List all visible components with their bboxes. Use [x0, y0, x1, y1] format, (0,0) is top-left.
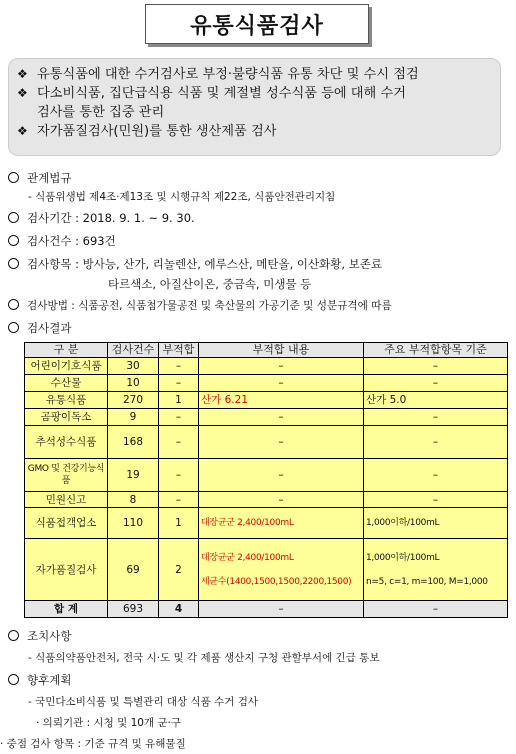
table-header: 검사건수 [108, 343, 159, 358]
table-row: 민원신고 8 – – – [25, 492, 508, 508]
section-period: 검사기간 : 2018. 9. 1. ~ 9. 30. [8, 210, 195, 226]
table-header: 부적합 [159, 343, 199, 358]
page-title: 유통식품검사 [145, 4, 369, 44]
summary-line: 다소비식품, 집단급식용 식품 및 계절별 성수식품 등에 대해 수거 [37, 86, 406, 101]
summary-line: 검사를 통한 집중 관리 [37, 105, 165, 120]
table-row: GMO 및 건강기능식품 19 – – – [25, 459, 508, 492]
circle-bullet-icon [8, 674, 19, 685]
table-row: 수산물 10 – – – [25, 375, 508, 392]
table-header: 부적합 내용 [199, 343, 364, 358]
circle-bullet-icon [8, 322, 19, 333]
section-count: 검사건수 : 693건 [8, 233, 116, 249]
items-continued: 타르색소, 아질산이온, 중금속, 미생물 등 [108, 277, 312, 291]
summary-line: 유통식품에 대한 수거검사로 부정·불량식품 유통 차단 및 수시 점검 [37, 67, 419, 82]
plan-detail: · 중점 검사 항목 : 기준 규격 및 유해물질 [0, 738, 186, 750]
plan-detail: - 국민다소비식품 및 특별관리 대상 식품 수거 검사 [28, 696, 259, 708]
circle-bullet-icon [8, 299, 19, 310]
diamond-bullet-icon: ❖ [17, 67, 28, 81]
table-row: 식품접객업소 110 1 대장균군 2,400/100mL 1,000이하/100mL [25, 508, 508, 539]
table-row: 유통식품 270 1 산가 6.21 산가 5.0 [25, 392, 508, 409]
results-table [24, 342, 508, 618]
action-detail: - 식품의약품안전처, 전국 시·도 및 각 제품 생산지 구청 관할부서에 긴급 통보 [28, 652, 380, 664]
circle-bullet-icon [8, 630, 19, 641]
circle-bullet-icon [8, 258, 19, 269]
table-header: 주요 부적합항목 기준 [364, 343, 508, 358]
circle-bullet-icon [8, 172, 19, 183]
section-result: 검사결과 [8, 320, 71, 336]
table-row: 곰팡이독소 9 – – – [25, 409, 508, 426]
section-plan: 향후계획 [8, 672, 71, 688]
section-action: 조치사항 [8, 628, 71, 644]
section-items: 검사항목 : 방사능, 산가, 리놀렌산, 에루스산, 메탄올, 이산화황, 보존료 [8, 256, 382, 272]
table-header: 구 분 [25, 343, 108, 358]
section-law: 관계법규 [8, 170, 71, 186]
table-row: 자가품질검사 69 2 대장균군 2,400/100mL 세균수(1400,1500,1500,2200,1500) 1,000이하/100mL n=5, c=1, m=100, M=1,000 [25, 539, 508, 601]
table-row: 어린이기호식품 30 – – – [25, 358, 508, 375]
std-line: 1,000이하/100mL [366, 552, 440, 563]
std-line: n=5, c=1, m=100, M=1,000 [366, 576, 488, 587]
table-header-row [25, 343, 508, 358]
detail-line: 대장균군 2,400/100mL [201, 552, 294, 563]
table-row: 추석성수식품 168 – – – [25, 426, 508, 459]
plan-detail: · 의뢰기관 : 시청 및 10개 군·구 [36, 717, 182, 729]
circle-bullet-icon [8, 212, 19, 223]
section-method: 검사방법 : 식품공전, 식품첨가물공전 및 축산물의 가공기준 및 성분규격에 따름 [8, 298, 392, 313]
circle-bullet-icon [8, 235, 19, 246]
table-total-row: 합 계 693 4 – – [25, 601, 508, 618]
summary-box [8, 58, 501, 156]
diamond-bullet-icon: ❖ [17, 86, 28, 100]
summary-line: 자가품질검사(민원)를 통한 생산제품 검사 [37, 124, 277, 139]
law-detail: - 식품위생법 제4조·제13조 및 시행규칙 제22조, 식품안전관리지침 [28, 191, 336, 203]
diamond-bullet-icon: ❖ [17, 124, 28, 138]
detail-line: 세균수(1400,1500,1500,2200,1500) [201, 576, 352, 587]
